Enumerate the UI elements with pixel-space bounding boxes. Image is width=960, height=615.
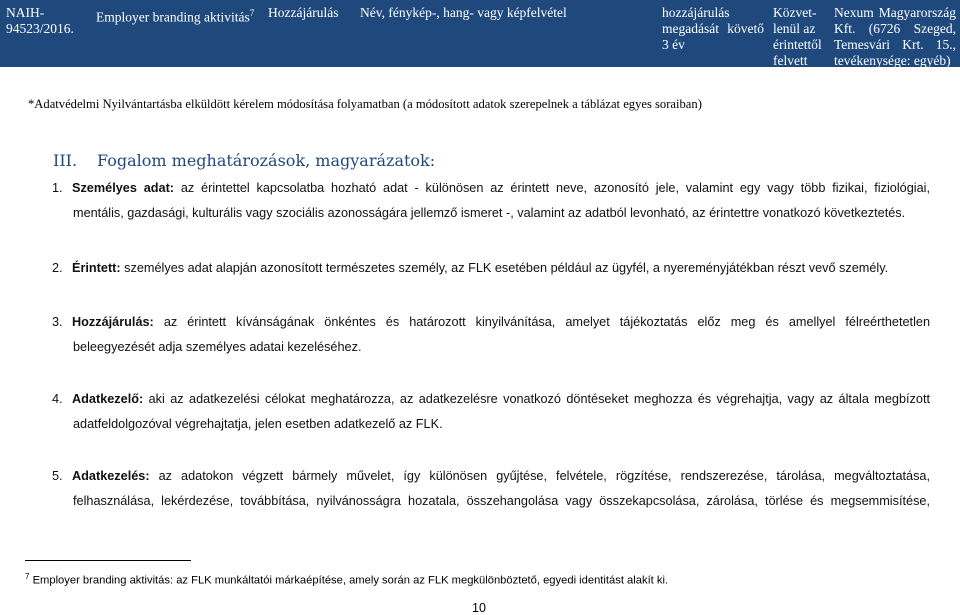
definition-number: 2. [52,261,63,275]
page-number: 10 [472,601,486,615]
definition-line [52,176,930,201]
cell-processor: Nexum Magyarország Kft. (6726 Szeged, Temesvári Krt. 15., tevékenysége: egyéb) [834,5,956,68]
definition-text: személyes adat alapján azonosított természetes személy, az FLK esetében például az ügyfél, a nyereményjátékban részt vevő személy. [124,261,889,275]
definition-line [52,387,930,412]
footnote-ref: 7 [249,8,255,18]
definition-text: az érintett kívánságának önkéntes és határozott kinyilvánítása, amelyet tájékoztatás előz meg és amellyel félreérthetetlen [163,315,930,329]
definition-2 [52,256,930,281]
cell-data-types: Név, fénykép-, hang- vagy képfelvétel [360,5,567,20]
definition-number: 4. [52,392,63,406]
definition-5 [52,464,930,514]
definition-line: felhasználása, lekérdezése, továbbítása, nyilvánosságra hozatala, összehangolása vagy összekapcsolása, zárolása, törlése és megsemmisítése, [73,494,930,508]
cell-purpose [96,5,262,26]
definition-4 [52,387,930,437]
footnote-text: Employer branding aktivitás: az FLK munkáltatói márkaépítése, amely során az FLK megkülönböztető, egyedi identitást alakít ki. [32,574,669,587]
definition-text: az adatokon végzett bármely művelet, így különösen gyűjtése, felvétele, rögzítése, rendszerezése, tárolása, megváltoztatása, [158,469,930,483]
definition-term: Érintett: [72,261,121,275]
definition-text: az érintettel kapcsolatba hozható adat - különösen az érintett neve, azonosító jele, valamint egy vagy több fizikai, fiziológiai, [180,181,930,195]
definition-line: mentális, gazdasági, kulturális vagy szociális azonosságára jellemző ismeret -, valamint az adatból levonható, az érintettre vonatkozó következtetés. [73,206,906,220]
definition-term: Személyes adat: [72,181,175,195]
cell-retention: hozzájárulás megadását követő 3 év [662,5,764,52]
cell-legal-basis: Hozzájárulás [268,5,339,20]
footnote-separator [25,560,191,561]
table-footnote: *Adatvédelmi Nyilvántartásba elküldött kérelem módosítása folyamatban (a módosított adatok szerepelnek a táblázat egyes soraiban) [28,97,702,111]
cell-purpose-text: Employer branding aktivitás [96,9,250,25]
page-footnote [25,572,668,587]
definition-number: 1. [52,181,63,195]
definition-line [52,464,930,489]
definition-line: beleegyezését adja személyes adatai kezeléséhez. [73,340,362,354]
cell-reference: NAIH-94523/2016. [6,5,74,36]
section-title: Fogalom meghatározások, magyarázatok: [97,151,436,170]
definition-term: Adatkezelő: [72,392,144,406]
definition-line [52,310,930,335]
section-heading [53,151,435,170]
definition-1 [52,176,930,226]
section-number: III. [53,151,78,170]
cell-source: Közvet-lenül az érintettől felvett [773,5,822,68]
definition-line [52,256,930,281]
footnote-marker: 7 [25,572,30,581]
definition-line: adatfeldolgozóval végrehajtatja, jelen esetben adatkezelő az FLK. [73,417,443,431]
definition-text: aki az adatkezelési célokat meghatározza, az adatkezelésre vonatkozó döntéseket meghozza és végrehajtja, vagy az általa megbízott [148,392,930,406]
data-table-row [0,0,960,67]
definition-3 [52,310,930,360]
definition-term: Hozzájárulás: [72,315,154,329]
definition-number: 3. [52,315,63,329]
definition-number: 5. [52,469,63,483]
definition-term: Adatkezelés: [72,469,150,483]
